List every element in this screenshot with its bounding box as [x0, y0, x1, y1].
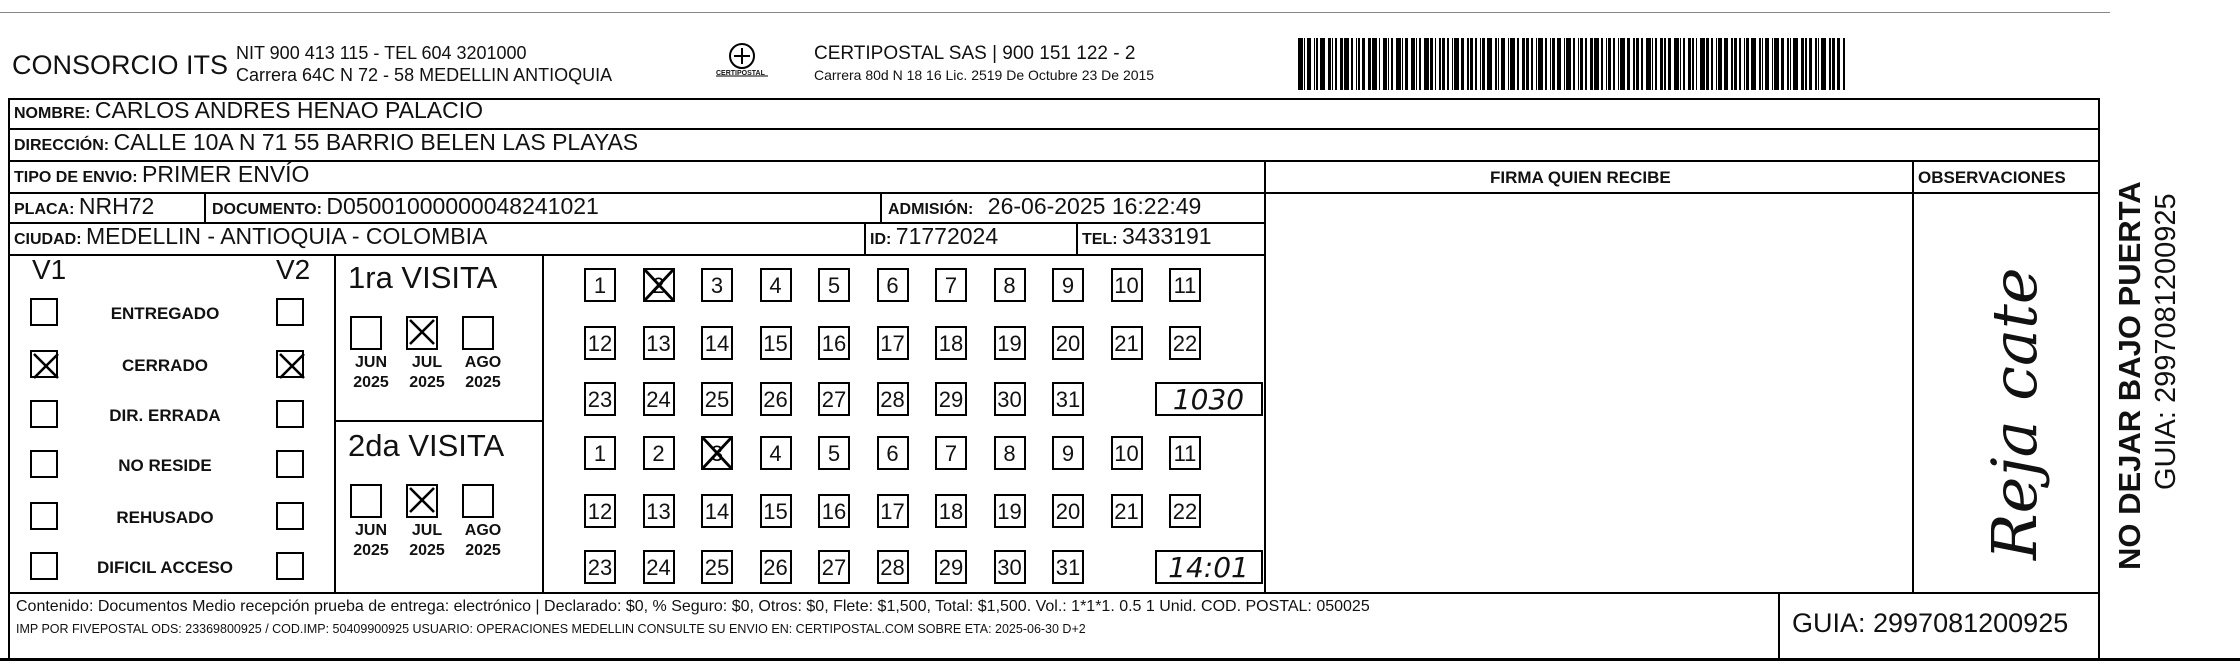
- barcode-bar: [1718, 38, 1721, 90]
- barcode-bar: [1328, 38, 1331, 90]
- visit-day-box[interactable]: 30: [994, 550, 1026, 584]
- status-label: ENTREGADO: [110, 304, 220, 323]
- admision-value: 26-06-2025 16:22:49: [987, 193, 1202, 219]
- barcode-bar: [1606, 38, 1608, 90]
- status-v2-checkbox[interactable]: [276, 502, 304, 530]
- barcode-bar: [1550, 38, 1552, 90]
- barcode-bar: [1585, 38, 1587, 90]
- barcode-bar: [1692, 38, 1694, 90]
- barcode-bar: [1613, 38, 1615, 90]
- barcode-bar: [1307, 38, 1310, 90]
- barcode-bar: [1633, 38, 1635, 90]
- status-v2-checkbox[interactable]: [276, 400, 304, 428]
- barcode-bar: [1531, 38, 1533, 90]
- barcode-bar: [1480, 38, 1482, 90]
- row-line-2: [8, 160, 2100, 162]
- barcode-bar: [1452, 38, 1454, 90]
- barcode-bar: [1419, 38, 1421, 90]
- status-v2-checkbox[interactable]: [276, 450, 304, 478]
- visit-day-box[interactable]: 19: [994, 494, 1026, 528]
- status-v2-checkbox[interactable]: [276, 350, 304, 378]
- visit-day-box[interactable]: 11: [1169, 436, 1201, 470]
- barcode-bar: [1731, 38, 1733, 90]
- status-v2-checkbox[interactable]: [276, 552, 304, 580]
- barcode-bar: [1739, 38, 1741, 90]
- visit-day-box[interactable]: 4: [760, 436, 792, 470]
- visit-month-label: AGO: [464, 354, 502, 371]
- direccion-row: [14, 129, 638, 156]
- barcode-bar: [1837, 38, 1840, 90]
- courier-address: Carrera 80d N 18 16 Lic. 2519 De Octubre 23 De 2015: [814, 67, 1155, 83]
- barcode-bar: [1660, 38, 1663, 90]
- barcode-bar: [1790, 38, 1792, 90]
- id-label: ID:: [870, 231, 892, 248]
- barcode-bar: [1510, 38, 1515, 90]
- visit-day-box[interactable]: 21: [1111, 326, 1143, 360]
- barcode-bar: [1495, 38, 1497, 90]
- obs-col-left: [1912, 160, 1914, 592]
- visit-day-box[interactable]: 6: [877, 268, 909, 302]
- placa-field: [14, 193, 154, 220]
- visit-month-label: JUN: [354, 522, 387, 539]
- barcode-bar: [1580, 38, 1583, 90]
- visit-mid-line: [334, 420, 544, 422]
- barcode-bar: [1608, 38, 1611, 90]
- day-x-mark: [701, 436, 733, 470]
- barcode-bar: [1340, 38, 1343, 90]
- barcode-bar: [1517, 38, 1519, 90]
- tel-value: 3433191: [1122, 223, 1212, 249]
- visit-day-box[interactable]: 28: [877, 550, 909, 584]
- status-v1-checkbox[interactable]: [30, 400, 58, 428]
- barcode-bar: [1724, 38, 1729, 90]
- footer-guia: GUIA: 2997081200925: [1792, 608, 2069, 638]
- visit-day-box[interactable]: 11: [1169, 268, 1201, 302]
- visit-day-box[interactable]: 15: [760, 326, 792, 360]
- visit-day-box[interactable]: 10: [1111, 268, 1143, 302]
- barcode-bar: [1680, 38, 1682, 90]
- barcode-bar: [1578, 38, 1580, 90]
- visit-day-box[interactable]: 29: [935, 550, 967, 584]
- barcode-bar: [1829, 38, 1831, 90]
- nombre-label: NOMBRE:: [14, 105, 91, 122]
- observaciones-handwritten: Reja cate: [1978, 267, 2051, 560]
- barcode-bar: [1711, 38, 1713, 90]
- visit-day-box[interactable]: 13: [643, 326, 675, 360]
- barcode-bar: [1668, 38, 1671, 90]
- form-left: [8, 98, 10, 660]
- visit-year-label: 2025: [353, 374, 389, 391]
- barcode-bar: [1552, 38, 1555, 90]
- barcode-bar: [1368, 38, 1371, 90]
- barcode-bar: [1706, 38, 1709, 90]
- ciudad-divider: [864, 222, 866, 254]
- visit-day-box[interactable]: 3: [701, 268, 733, 302]
- visit-year-label: 2025: [465, 542, 501, 559]
- visit-month-checkbox[interactable]: [406, 316, 438, 350]
- visit-day-box[interactable]: 4: [760, 268, 792, 302]
- row-line-5: [8, 254, 1266, 256]
- visit-day-box[interactable]: 18: [935, 326, 967, 360]
- company-nit: NIT 900 413 115 - TEL 604 3201000: [236, 43, 527, 63]
- visit-day-box[interactable]: 13: [643, 494, 675, 528]
- status-v1-checkbox[interactable]: [30, 350, 58, 378]
- barcode-bar: [1536, 38, 1538, 90]
- tipo-label: TIPO DE ENVIO:: [14, 169, 138, 186]
- firma-header: FIRMA QUIEN RECIBE: [1490, 168, 1671, 187]
- visit-day-box[interactable]: 15: [760, 494, 792, 528]
- barcode-bar: [1821, 38, 1826, 90]
- visit-day-box[interactable]: 16: [818, 494, 850, 528]
- footer-top: [8, 592, 2100, 594]
- barcode-bar: [1652, 38, 1654, 90]
- barcode-bar: [1805, 38, 1807, 90]
- barcode-bar: [1487, 38, 1492, 90]
- barcode-bar: [1482, 38, 1485, 90]
- v2-header: V2: [276, 254, 311, 285]
- visit-day-box[interactable]: 27: [818, 550, 850, 584]
- status-v1-checkbox[interactable]: [30, 298, 58, 326]
- barcode-bar: [1416, 38, 1418, 90]
- visit-day-box[interactable]: 17: [877, 326, 909, 360]
- form-right: [2098, 98, 2100, 660]
- tipo-row: [14, 161, 309, 188]
- visit-year-label: 2025: [409, 374, 445, 391]
- visit-day-box[interactable]: 22: [1169, 326, 1201, 360]
- certipostal-logo: [710, 40, 774, 86]
- id-field: [870, 223, 998, 250]
- barcode-bar: [1508, 38, 1510, 90]
- company-name: CONSORCIO ITS: [12, 50, 229, 80]
- visit-day-box[interactable]: 8: [994, 268, 1026, 302]
- barcode-bar: [1762, 38, 1764, 90]
- barcode-bar: [1646, 38, 1651, 90]
- visit-day-box-checked[interactable]: 3: [701, 436, 733, 470]
- barcode-bar: [1379, 38, 1381, 90]
- side-guia: GUIA: 2997081200925: [2150, 193, 2182, 490]
- visit-year-label: 2025: [409, 542, 445, 559]
- documento-divider: [880, 192, 882, 224]
- visit-day-box[interactable]: 14: [701, 494, 733, 528]
- visit-day-box[interactable]: 10: [1111, 436, 1143, 470]
- tel-label: TEL:: [1082, 231, 1118, 248]
- status-v1-checkbox[interactable]: [30, 502, 58, 530]
- visit-day-box[interactable]: 29: [935, 382, 967, 416]
- visit-day-box[interactable]: 31: [1052, 550, 1084, 584]
- barcode-bar: [1566, 38, 1571, 90]
- visit-title: 2da VISITA: [348, 428, 505, 463]
- barcode-bar: [1298, 38, 1303, 90]
- visit-day-box[interactable]: 27: [818, 382, 850, 416]
- barcode-bar: [1618, 38, 1620, 90]
- admision-field: [888, 193, 1201, 220]
- barcode-bar: [1696, 38, 1698, 90]
- visit-time-handwritten: 14:01: [1155, 550, 1263, 584]
- footer-contenido: Contenido: Documentos Medio recepción prueba de entrega: electrónico | Declarado: $0, % Seguro: $0, Otros: $0, Flete: $1,500, Total: $1,500. Vol.: 1*1*1. 0.5 1 Unid. COD. POSTAL: 050025: [16, 598, 1370, 615]
- visit-day-box[interactable]: 9: [1052, 436, 1084, 470]
- barcode-bar: [1447, 38, 1449, 90]
- direccion-value: CALLE 10A N 71 55 BARRIO BELEN LAS PLAYAS: [113, 129, 639, 155]
- barcode-bar: [1470, 38, 1473, 90]
- barcode-bar: [1772, 38, 1774, 90]
- barcode-bar: [1501, 38, 1504, 90]
- barcode-bar: [1356, 38, 1358, 90]
- visit-time-handwritten: 1030: [1155, 382, 1263, 416]
- barcode-bar: [1734, 38, 1737, 90]
- visit-day-box[interactable]: 17: [877, 494, 909, 528]
- placa-value: NRH72: [78, 193, 155, 219]
- company-address: Carrera 64C N 72 - 58 MEDELLIN ANTIOQUIA: [236, 65, 613, 85]
- visit-day-box-checked[interactable]: 2: [643, 268, 675, 302]
- visit-day-box[interactable]: 24: [643, 550, 675, 584]
- barcode-bar: [1564, 38, 1566, 90]
- barcode-bar: [1439, 38, 1441, 90]
- visit-day-box[interactable]: 21: [1111, 494, 1143, 528]
- visit-day-box[interactable]: 12: [584, 326, 616, 360]
- visit-day-box[interactable]: 18: [935, 494, 967, 528]
- barcode-bar: [1424, 38, 1429, 90]
- visit-day-box[interactable]: 22: [1169, 494, 1201, 528]
- status-label: REHUSADO: [116, 508, 214, 527]
- barcode-bar: [1522, 38, 1525, 90]
- barcode-bar: [1475, 38, 1477, 90]
- barcode-bar: [1335, 38, 1337, 90]
- barcode-bar: [1781, 38, 1784, 90]
- barcode-bar: [1765, 38, 1768, 90]
- visit-day-box[interactable]: 24: [643, 382, 675, 416]
- barcode-bar: [1818, 38, 1820, 90]
- barcode-bar: [1636, 38, 1639, 90]
- visit-day-box[interactable]: 23: [584, 382, 616, 416]
- barcode-bar: [1801, 38, 1804, 90]
- barcode-bar: [1358, 38, 1360, 90]
- visit-day-box[interactable]: 19: [994, 326, 1026, 360]
- barcode-bar: [1461, 38, 1464, 90]
- barcode-bar: [1744, 38, 1746, 90]
- status-divider: [334, 254, 336, 592]
- barcode-bar: [1655, 38, 1657, 90]
- barcode-bar: [1759, 38, 1761, 90]
- nombre-value: CARLOS ANDRES HENAO PALACIO: [94, 97, 484, 123]
- placa-label: PLACA:: [14, 201, 75, 218]
- barcode-bar: [1454, 38, 1459, 90]
- status-v1-checkbox[interactable]: [30, 552, 58, 580]
- barcode-bar: [1405, 38, 1408, 90]
- visit-day-box[interactable]: 25: [701, 550, 733, 584]
- barcode-bar: [1467, 38, 1469, 90]
- barcode-bar: [1320, 38, 1325, 90]
- id-value: 71772024: [895, 223, 999, 249]
- barcode-bar: [1627, 38, 1630, 90]
- visit-day-box[interactable]: 31: [1052, 382, 1084, 416]
- day-x-mark: [643, 268, 675, 302]
- barcode: [1298, 38, 1978, 90]
- visit-day-box[interactable]: 25: [701, 382, 733, 416]
- status-v1-checkbox[interactable]: [30, 450, 58, 478]
- status-label: DIFICIL ACCESO: [96, 558, 233, 577]
- visit-day-box[interactable]: 26: [760, 550, 792, 584]
- barcode-bar: [1314, 38, 1316, 90]
- admision-label: ADMISIÓN:: [888, 201, 974, 218]
- visit-day-box[interactable]: 9: [1052, 268, 1084, 302]
- visit-year-label: 2025: [465, 374, 501, 391]
- id-divider: [1076, 222, 1078, 254]
- visit-month-label: JUL: [411, 522, 443, 539]
- visit-day-box[interactable]: 14: [701, 326, 733, 360]
- visit-day-box[interactable]: 28: [877, 382, 909, 416]
- visit-day-box[interactable]: 7: [935, 436, 967, 470]
- visit-day-box[interactable]: 12: [584, 494, 616, 528]
- status-v2-checkbox[interactable]: [276, 298, 304, 326]
- visit-month-label: AGO: [464, 522, 502, 539]
- courier-name: CERTIPOSTAL SAS | 900 151 122 - 2: [814, 43, 1136, 64]
- barcode-bar: [1751, 38, 1756, 90]
- visit-day-box[interactable]: 20: [1052, 326, 1084, 360]
- barcode-bar: [1396, 38, 1401, 90]
- visit-day-box[interactable]: 1: [584, 436, 616, 470]
- visit-day-box[interactable]: 20: [1052, 494, 1084, 528]
- barcode-bar: [1538, 38, 1543, 90]
- visit-month-checkbox[interactable]: [406, 484, 438, 518]
- nombre-row: [14, 97, 483, 124]
- visit-month-checkbox[interactable]: [462, 316, 494, 350]
- visit-year-label: 2025: [353, 542, 389, 559]
- barcode-bar: [1498, 38, 1500, 90]
- barcode-bar: [1304, 38, 1306, 90]
- visit-month-label: JUL: [411, 354, 443, 371]
- barcode-bar: [1683, 38, 1685, 90]
- observaciones-header: OBSERVACIONES: [1918, 168, 2066, 187]
- barcode-bar: [1430, 38, 1433, 90]
- signature-area[interactable]: [1268, 196, 1908, 588]
- barcode-bar: [1383, 38, 1386, 90]
- visit-month-label: JUN: [354, 354, 387, 371]
- footer-impresion: IMP POR FIVEPOSTAL ODS: 23369800925 / COD.IMP: 50409900925 USUARIO: OPERACIONES MEDELLIN CONSULTE SU ENVIO EN: CERTIPOSTAL.COM SOBRE ETA: 2025-06-30 D+2: [16, 622, 1086, 636]
- placa-divider: [204, 192, 206, 224]
- barcode-bar: [1674, 38, 1679, 90]
- visit-month-checkbox[interactable]: [462, 484, 494, 518]
- visit-day-box[interactable]: 5: [818, 268, 850, 302]
- barcode-bar: [1641, 38, 1643, 90]
- barcode-bar: [1332, 38, 1334, 90]
- barcode-bar: [1594, 38, 1599, 90]
- barcode-bar: [1545, 38, 1547, 90]
- barcode-bar: [1573, 38, 1575, 90]
- barcode-bar: [1411, 38, 1414, 90]
- barcode-bar: [1442, 38, 1445, 90]
- barcode-bar: [1372, 38, 1377, 90]
- barcode-bar: [1316, 38, 1318, 90]
- barcode-bar: [1787, 38, 1789, 90]
- v1-header: V1: [32, 254, 67, 285]
- barcode-bar: [1590, 38, 1593, 90]
- barcode-bar: [1688, 38, 1691, 90]
- logo-text: CERTIPOSTAL: [716, 70, 765, 77]
- visit-title: 1ra VISITA: [348, 260, 498, 295]
- documento-field: [212, 193, 599, 220]
- visit-day-box[interactable]: 16: [818, 326, 850, 360]
- barcode-bar: [1388, 38, 1390, 90]
- bottom-rule: [0, 658, 2240, 661]
- visit-day-box[interactable]: 5: [818, 436, 850, 470]
- ciudad-label: CIUDAD:: [14, 231, 82, 248]
- barcode-bar: [1843, 38, 1845, 90]
- visit-divider: [542, 254, 544, 592]
- barcode-bar: [1557, 38, 1560, 90]
- barcode-bar: [1526, 38, 1529, 90]
- barcode-bar: [1362, 38, 1365, 90]
- barcode-bar: [1620, 38, 1625, 90]
- firma-col-left: [1264, 160, 1266, 592]
- barcode-bar: [1435, 38, 1437, 90]
- barcode-bar: [1793, 38, 1798, 90]
- barcode-bar: [1774, 38, 1779, 90]
- barcode-bar: [1344, 38, 1349, 90]
- visit-day-box[interactable]: 1: [584, 268, 616, 302]
- side-warning: NO DEJAR BAJO PUERTA: [2112, 181, 2147, 570]
- tipo-value: PRIMER ENVÍO: [142, 161, 310, 187]
- barcode-bar: [1664, 38, 1666, 90]
- barcode-bar: [1601, 38, 1603, 90]
- ciudad-value: MEDELLIN - ANTIOQUIA - COLOMBIA: [86, 223, 488, 249]
- top-rule: [0, 12, 2110, 13]
- ciudad-field: [14, 223, 487, 250]
- tel-field: [1082, 223, 1212, 250]
- barcode-bar: [1391, 38, 1393, 90]
- barcode-bar: [1815, 38, 1817, 90]
- visit-day-box[interactable]: 2: [643, 436, 675, 470]
- visit-month-checkbox[interactable]: [350, 484, 382, 518]
- status-label: CERRADO: [122, 356, 208, 375]
- barcode-bar: [1351, 38, 1353, 90]
- visit-day-box[interactable]: 26: [760, 382, 792, 416]
- direccion-label: DIRECCIÓN:: [14, 137, 110, 154]
- visit-day-box[interactable]: 8: [994, 436, 1026, 470]
- visit-month-checkbox[interactable]: [350, 316, 382, 350]
- visit-day-box[interactable]: 6: [877, 436, 909, 470]
- status-label: DIR. ERRADA: [109, 406, 221, 425]
- visit-day-box[interactable]: 30: [994, 382, 1026, 416]
- status-label: NO RESIDE: [118, 456, 212, 475]
- barcode-bar: [1746, 38, 1749, 90]
- barcode-bar: [1832, 38, 1835, 90]
- barcode-bar: [1700, 38, 1705, 90]
- visit-day-box[interactable]: 7: [935, 268, 967, 302]
- visit-day-box[interactable]: 23: [584, 550, 616, 584]
- barcode-bar: [1809, 38, 1812, 90]
- documento-label: DOCUMENTO:: [212, 201, 322, 218]
- firma-underline: [1264, 192, 2100, 194]
- barcode-bar: [1402, 38, 1404, 90]
- barcode-bar: [1716, 38, 1718, 90]
- documento-value: D05001000000048241021: [326, 193, 599, 219]
- footer-guia-divider: [1778, 592, 1780, 660]
